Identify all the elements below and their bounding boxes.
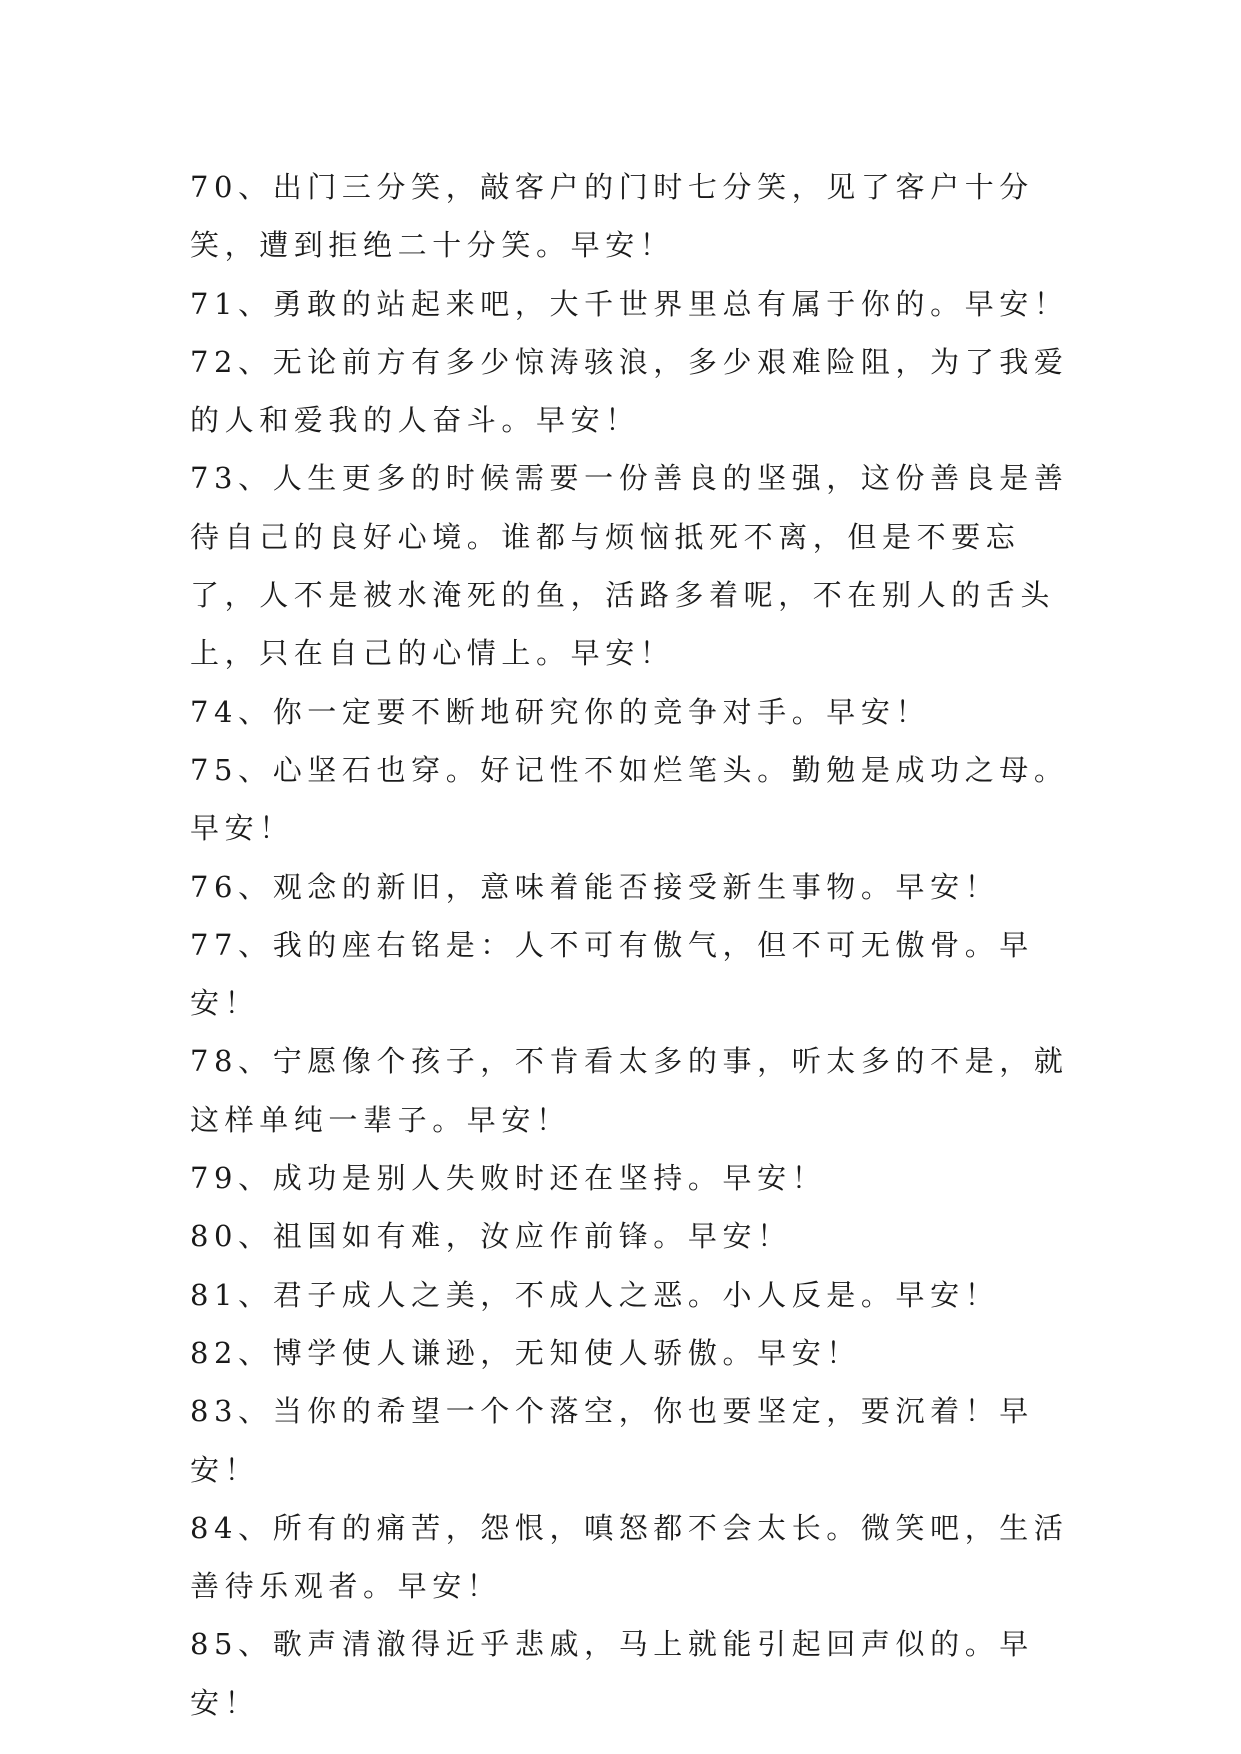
list-item: 85、歌声清澈得近乎悲戚，马上就能引起回声似的。早安！ — [190, 1627, 1034, 1720]
list-item: 79、成功是别人失败时还在坚持。早安！ — [190, 1161, 827, 1196]
list-item: 73、人生更多的时候需要一份善良的坚强，这份善良是善待自己的良好心境。谁都与烦恼抵死不离，但是不要忘了，人不是被水淹死的鱼，活路多着呢，不在别人的舌头上，只在自己的心情上。早安！ — [190, 461, 1069, 671]
list-item: 74、你一定要不断地研究你的竞争对手。早安！ — [190, 694, 931, 729]
list-item: 75、心坚石也穿。好记性不如烂笔头。勤勉是成功之母。早安！ — [190, 752, 1069, 846]
list-item: 77、我的座右铭是：人不可有傲气，但不可无傲骨。早安！ — [190, 927, 1034, 1021]
list-item: 71、勇敢的站起来吧，大千世界里总有属于你的。早安！ — [190, 286, 1069, 321]
list-item: 84、所有的痛苦，怨恨，嗔怒都不会太长。微笑吧，生活善待乐观者。早安！ — [190, 1510, 1069, 1604]
document-body — [190, 158, 1080, 1732]
list-item: 70、出门三分笑，敲客户的门时七分笑，见了客户十分笑，遭到拒绝二十分笑。早安！ — [190, 170, 1034, 263]
list-item: 81、君子成人之美，不成人之恶。小人反是。早安！ — [190, 1277, 1000, 1312]
list-item: 76、观念的新旧，意味着能否接受新生事物。早安！ — [190, 869, 1000, 904]
list-item: 78、宁愿像个孩子，不肯看太多的事，听太多的不是，就这样单纯一辈子。早安！ — [190, 1044, 1069, 1137]
list-item: 82、博学使人谦逊，无知使人骄傲。早安！ — [190, 1335, 861, 1370]
list-item: 80、祖国如有难，汝应作前锋。早安！ — [190, 1219, 792, 1254]
list-item: 83、当你的希望一个个落空，你也要坚定，要沉着！早安！ — [190, 1394, 1034, 1487]
list-item: 72、无论前方有多少惊涛骇浪，多少艰难险阻，为了我爱的人和爱我的人奋斗。早安！ — [190, 344, 1069, 438]
